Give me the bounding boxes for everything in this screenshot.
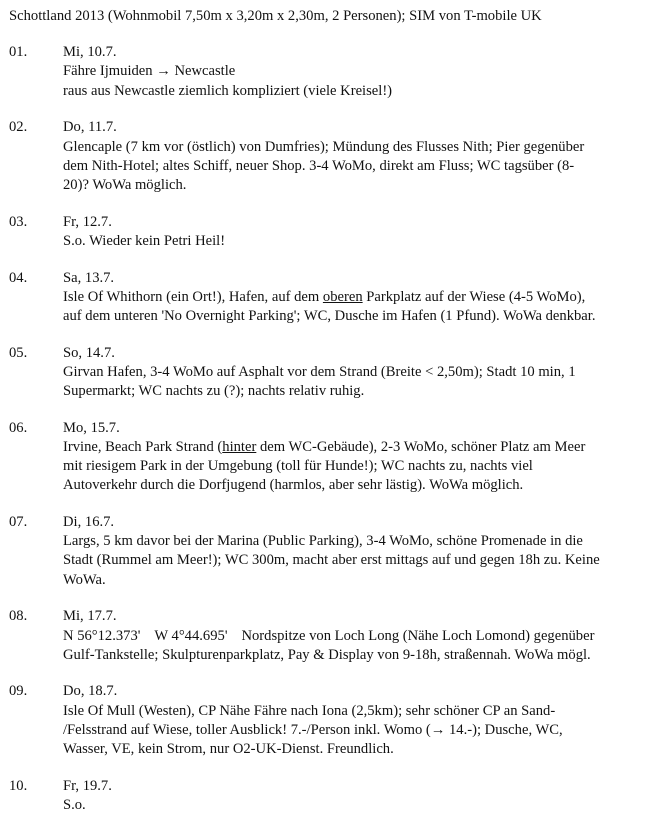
entry-date: So, 14.7. <box>63 344 115 361</box>
entry-text: Isle Of Whithorn (ein Ort!), Hafen, auf dem <box>63 288 323 305</box>
entry-04 <box>9 269 666 327</box>
entry-line: /Felsstrand auf Wiese, toller Ausblick! 7.-/Person inkl. Womo (→ 14.-); Dusche, WC, <box>63 721 563 738</box>
gps-north: N 56°12.373' <box>63 627 141 644</box>
entry-text: Nordspitze von Loch Long (Nähe Loch Lomond) gegenüber <box>241 627 595 644</box>
entry-body <box>63 269 663 327</box>
entry-number: 04. <box>9 269 28 286</box>
entry-number: 05. <box>9 344 28 361</box>
entry-number: 03. <box>9 213 28 230</box>
entry-line: Glencaple (7 km vor (östlich) von Dumfries); Mündung des Flusses Nith; Pier gegenüber <box>63 138 585 155</box>
entry-body <box>63 419 663 496</box>
entry-date: Do, 11.7. <box>63 119 117 136</box>
entry-line: 20)? WoWa möglich. <box>63 176 187 193</box>
entry-line: Girvan Hafen, 3-4 WoMo auf Asphalt vor dem Strand (Breite < 2,50m); Stadt 10 min, 1 <box>63 363 576 380</box>
entry-date: Sa, 13.7. <box>63 269 115 286</box>
entry-date: Mi, 10.7. <box>63 44 117 61</box>
entry-03 <box>9 213 666 251</box>
entry-body <box>63 682 663 759</box>
entry-07 <box>9 513 666 590</box>
entry-line: dem Nith-Hotel; altes Schiff, neuer Shop. 3-4 WoMo, direkt am Fluss; WC tagsüber (8- <box>63 157 575 174</box>
entry-06 <box>9 419 666 496</box>
entry-body <box>63 607 663 665</box>
entry-line: S.o. <box>63 797 86 813</box>
entry-body <box>63 513 663 590</box>
entry-line <box>63 438 663 457</box>
entry-line <box>63 627 663 646</box>
entry-date: Mo, 15.7. <box>63 419 120 436</box>
document-page <box>9 7 666 833</box>
entry-line: mit riesigem Park in der Umgebung (toll für Hunde!); WC nachts zu, nachts viel <box>63 458 533 475</box>
entry-date: Fr, 19.7. <box>63 777 112 794</box>
entry-number: 07. <box>9 514 28 531</box>
entry-09 <box>9 682 666 759</box>
underlined-word: oberen <box>322 288 363 305</box>
entry-line: Stadt (Rummel am Meer!); WC 300m, macht aber erst mittags auf und gegen 18h zu. Keine <box>63 552 600 569</box>
entry-line <box>63 288 663 307</box>
entry-text: Irvine, Beach Park Strand ( <box>63 438 223 455</box>
entry-date: Mi, 17.7. <box>63 608 117 625</box>
entry-02 <box>9 118 666 195</box>
entry-number: 01. <box>9 44 28 61</box>
entry-text: dem WC-Gebäude), 2-3 WoMo, schöner Platz am Meer <box>256 438 586 455</box>
entry-date: Fr, 12.7. <box>63 213 112 230</box>
entry-date: Do, 18.7. <box>63 683 118 700</box>
entry-text: Parkplatz auf der Wiese (4-5 WoMo), <box>362 288 586 305</box>
entry-line: raus aus Newcastle ziemlich kompliziert (viele Kreisel!) <box>63 82 393 99</box>
entry-number: 08. <box>9 608 28 625</box>
entry-line: Supermarkt; WC nachts zu (?); nachts relativ ruhig. <box>63 383 365 400</box>
entry-body <box>63 43 663 101</box>
entry-line: Wasser, VE, kein Strom, nur O2-UK-Dienst. Freundlich. <box>63 741 394 758</box>
entry-body <box>63 344 663 402</box>
entry-body <box>63 213 663 251</box>
entry-line: S.o. Wieder kein Petri Heil! <box>63 232 226 249</box>
underlined-word: hinter <box>222 438 257 455</box>
entry-08 <box>9 607 666 665</box>
entry-line: Autoverkehr durch die Dorfjugend (harmlos, aber sehr lästig). WoWa möglich. <box>63 477 524 494</box>
entry-number: 10. <box>9 777 28 794</box>
entry-05 <box>9 344 666 402</box>
entry-number: 02. <box>9 119 28 136</box>
entry-line: Fähre Ijmuiden → Newcastle <box>63 63 236 80</box>
entry-01 <box>9 43 666 101</box>
entry-line: auf dem unteren 'No Overnight Parking'; WC, Dusche im Hafen (1 Pfund). WoWa denkbar. <box>63 307 596 324</box>
entry-number: 09. <box>9 683 28 700</box>
gps-west: W 4°44.695' <box>154 627 228 644</box>
entry-line: Largs, 5 km davor bei der Marina (Public Parking), 3-4 WoMo, schöne Promenade in die <box>63 533 583 550</box>
entry-line: Gulf-Tankstelle; Skulpturenparkplatz, Pay & Display von 9-18h, straßennah. WoWa mögl. <box>63 646 591 663</box>
entry-10 <box>9 777 666 815</box>
entry-number: 06. <box>9 419 28 436</box>
entry-body <box>63 777 663 815</box>
entry-line: Isle Of Mull (Westen), CP Nähe Fähre nach Iona (2,5km); sehr schöner CP an Sand- <box>63 702 556 719</box>
entry-date: Di, 16.7. <box>63 514 115 531</box>
document-title: Schottland 2013 (Wohnmobil 7,50m x 3,20m x 2,30m, 2 Personen); SIM von T-mobile UK <box>9 8 542 24</box>
entry-body <box>63 118 663 195</box>
entry-line: WoWa. <box>63 571 106 588</box>
